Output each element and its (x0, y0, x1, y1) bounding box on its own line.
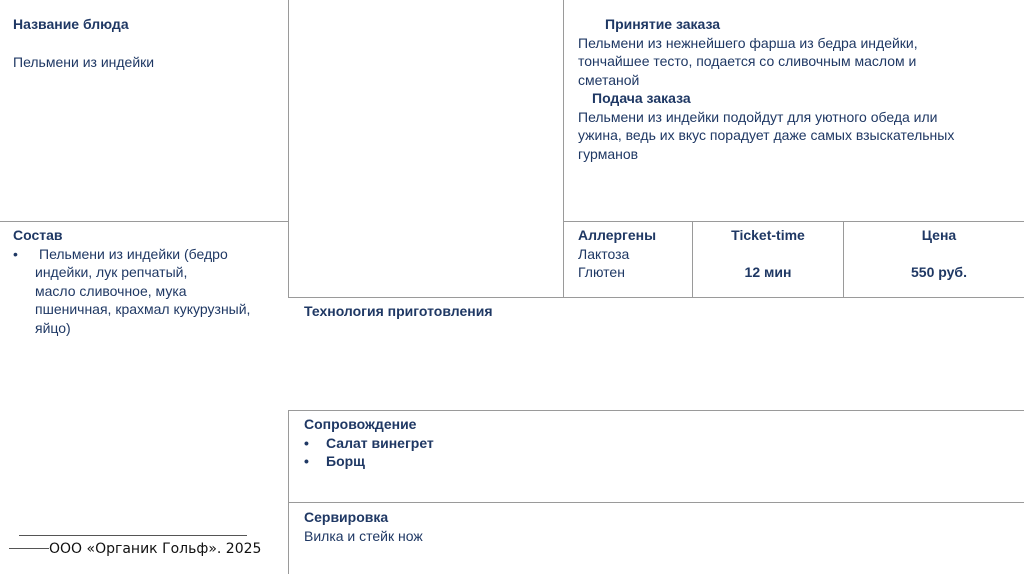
divider (288, 410, 1024, 411)
order-serve-line: ужина, ведь их вкус порадует даже самых взыскательных (578, 127, 955, 143)
composition-line: яйцо) (35, 319, 71, 336)
order-accept-line: сметаной (578, 71, 640, 88)
bullet: • (304, 434, 309, 451)
divider (563, 221, 1024, 222)
order-accept-line: Пельмени из нежнейшего фарша из бедра индейки, (578, 34, 918, 51)
order-accept-line: тончайшее тесто, подается со сливочным маслом и (578, 53, 917, 69)
accompaniment-cell (304, 415, 1004, 471)
composition-list-item (13, 245, 283, 338)
serving-cell (304, 508, 1004, 545)
serving-header: Сервировка (304, 509, 389, 525)
footer-copyright: ООО «Органик Гольф». 2025 (49, 541, 262, 557)
accompaniment-item-label: Салат винегрет (326, 434, 434, 451)
divider (0, 221, 288, 222)
composition-cell (13, 226, 283, 337)
accompaniment-item-label: Борщ (326, 453, 365, 469)
footer-rule (9, 548, 49, 549)
bullet: • (13, 245, 18, 262)
divider (288, 297, 1024, 298)
accompaniment-item (304, 452, 1004, 471)
footer-rule (19, 535, 247, 536)
divider (288, 0, 289, 298)
order-description-cell (578, 15, 1018, 163)
divider (288, 410, 289, 574)
price-value: 550 руб. (911, 264, 967, 280)
composition-line: индейки, лук репчатый, (35, 264, 188, 280)
technology-header: Технология приготовления (304, 303, 493, 319)
ticket-time-value: 12 мин (744, 264, 792, 280)
technology-cell (304, 302, 1004, 321)
order-serve-line: гурманов (578, 145, 639, 162)
composition-header: Состав (13, 227, 63, 243)
dish-name-header: Название блюда (13, 16, 129, 32)
composition-line: масло сливочное, мука (35, 282, 187, 299)
order-serve-header: Подача заказа (592, 90, 691, 106)
dish-name-value: Пельмени из индейки (13, 53, 155, 70)
allergens-header: Аллергены (578, 227, 657, 243)
ticket-time-cell (693, 226, 843, 282)
price-header: Цена (921, 227, 957, 243)
allergens-cell (578, 226, 690, 282)
composition-line: пшеничная, крахмал кукурузный, (35, 301, 251, 317)
allergen-item: Лактоза (578, 245, 630, 262)
accompaniment-item (304, 434, 1004, 453)
ticket-time-header: Ticket-time (731, 227, 805, 243)
composition-line: Пельмени из индейки (бедро (39, 245, 228, 262)
dish-name-cell (13, 15, 283, 71)
order-accept-header: Принятие заказа (605, 16, 721, 32)
price-cell (844, 226, 1024, 282)
bullet: • (304, 453, 309, 469)
accompaniment-header: Сопровождение (304, 416, 417, 432)
divider (288, 502, 1024, 503)
order-serve-line: Пельмени из индейки подойдут для уютного обеда или (578, 108, 938, 125)
serving-value: Вилка и стейк нож (304, 527, 423, 544)
divider (563, 0, 564, 298)
allergen-item: Глютен (578, 264, 625, 280)
